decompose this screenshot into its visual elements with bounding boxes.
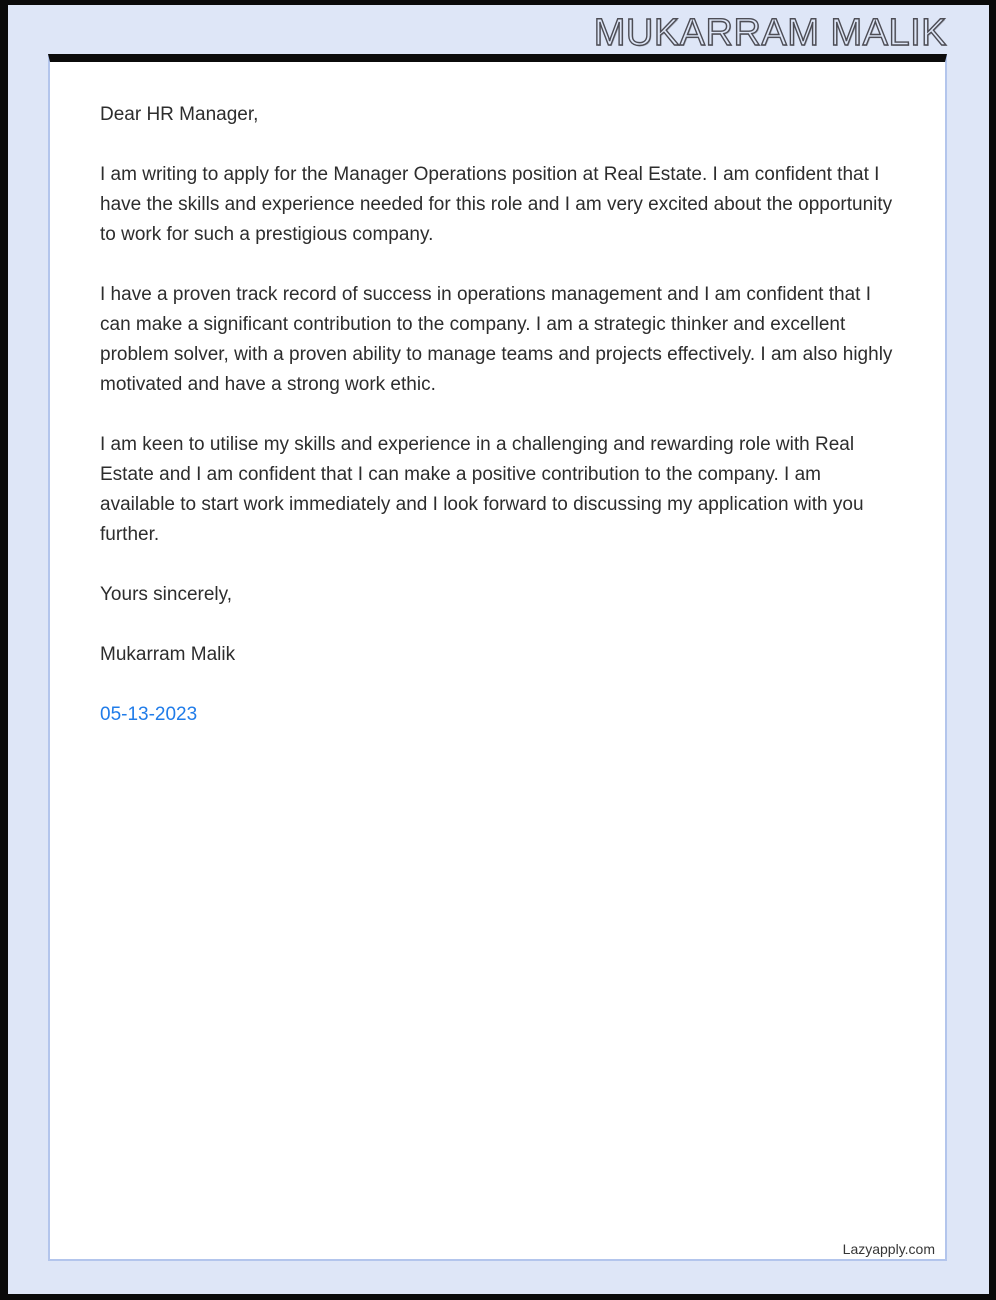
letter-body	[50, 62, 945, 730]
document-background	[8, 5, 989, 1294]
letter-page	[48, 54, 947, 1261]
header-name: MUKARRAM MALIK	[593, 12, 947, 54]
letter-date: 05-13-2023	[100, 704, 198, 725]
paragraph-3: I am keen to utilise my skills and experience in a challenging and rewarding role with Real Estate and I am confident that I can make a positive contribution to the company. I am available to start work immediately and I look forward to discussing my application with you further.	[100, 434, 864, 545]
branding-footer: Lazyapply.com	[842, 1241, 935, 1257]
paragraph-1: I am writing to apply for the Manager Operations position at Real Estate. I am confident that I have the skills and experience needed for this role and I am very excited about the opportunity to work for such a prestigious company.	[100, 164, 893, 245]
closing: Yours sincerely,	[100, 584, 233, 605]
salutation: Dear HR Manager,	[100, 104, 259, 125]
signature-name: Mukarram Malik	[100, 644, 236, 665]
paragraph-2: I have a proven track record of success in operations management and I am confident that I can make a significant contribution to the company. I am a strategic thinker and excellent problem solver, with a proven ability to manage teams and projects effectively. I am also highly motivated and have a strong work ethic.	[100, 284, 893, 395]
